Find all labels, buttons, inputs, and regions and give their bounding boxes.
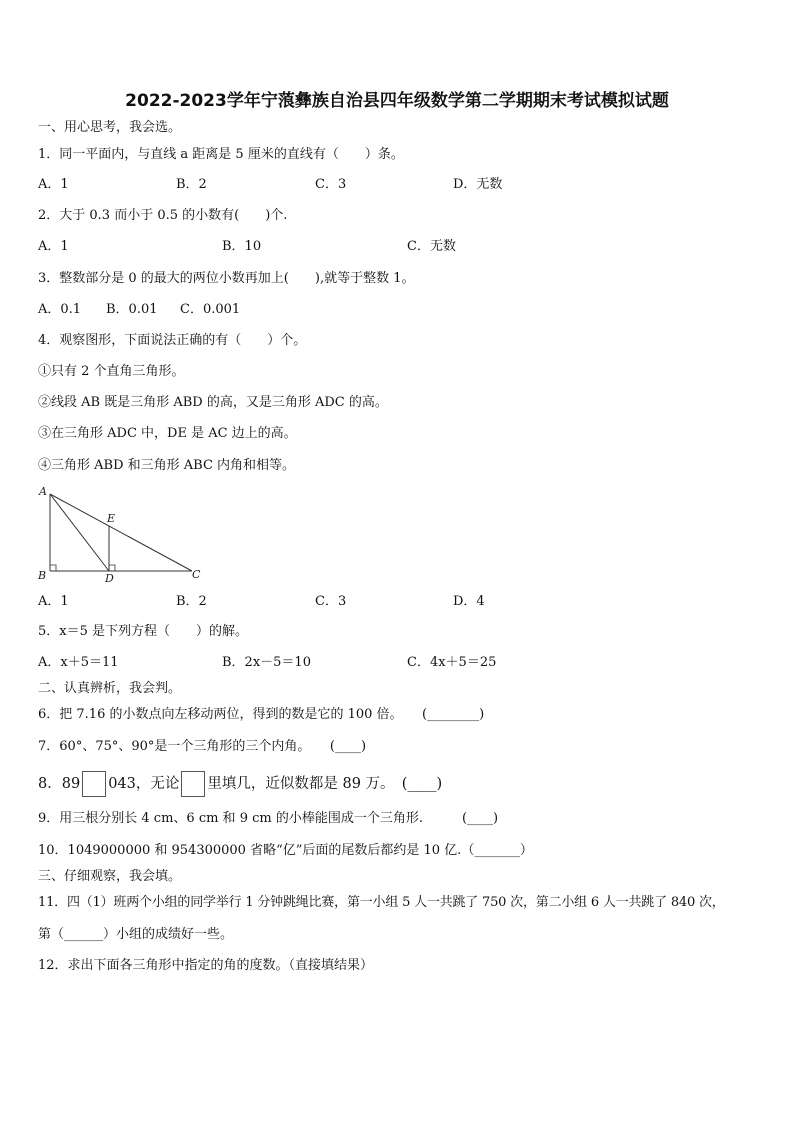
question-4-option-a[interactable]: A．1 (38, 594, 69, 609)
vertex-label-b: B (38, 569, 47, 582)
question-8-part-3: 里填几，近似数都是 89 万。 (____) (207, 776, 443, 792)
question-1-option-b[interactable]: B．2 (176, 177, 207, 192)
question-10: 10．1049000000 和 954300000 省略“亿”后面的尾数后都约是 10 亿.（_______） (38, 843, 533, 858)
question-5-option-a[interactable]: A．x＋5＝11 (38, 655, 119, 670)
blank-box-2[interactable] (181, 771, 205, 797)
vertex-label-a: A (39, 485, 47, 498)
question-4-statement-3: ③在三角形 ADC 中，DE 是 AC 边上的高。 (38, 426, 297, 441)
vertex-label-d: D (105, 572, 114, 585)
blank-box-1[interactable] (82, 771, 106, 797)
question-1-option-a[interactable]: A．1 (38, 177, 69, 192)
question-4-option-b[interactable]: B．2 (176, 594, 207, 609)
question-4-statement-2: ②线段 AB 既是三角形 ABD 的高，又是三角形 ADC 的高。 (38, 395, 388, 410)
question-11-line-1: 11．四（1）班两个小组的同学举行 1 分钟跳绳比赛，第一小组 5 人一共跳了 750 次，第二小组 6 人一共跳了 840 次， (38, 895, 725, 910)
question-6: 6．把 7.16 的小数点向左移动两位，得到的数是它的 100 倍。 (________) (38, 707, 485, 722)
question-7: 7．60°、75°、90°是一个三角形的三个内角。 (____) (38, 739, 367, 754)
question-5-option-b[interactable]: B．2x－5＝10 (222, 655, 311, 670)
question-4-statement-1: ①只有 2 个直角三角形。 (38, 364, 185, 379)
question-1-option-c[interactable]: C．3 (315, 177, 347, 192)
section-heading-2: 二、认真辨析，我会判。 (38, 681, 182, 696)
question-3-option-a[interactable]: A．0.1 (38, 302, 82, 317)
section-heading-1: 一、用心思考，我会选。 (38, 120, 182, 135)
question-4-stem: 4．观察图形，下面说法正确的有（ ）个。 (38, 333, 307, 348)
question-11-line-2: 第（______）小组的成绩好一些。 (38, 927, 234, 942)
section-heading-3: 三、仔细观察，我会填。 (38, 869, 182, 884)
question-3-option-c[interactable]: C．0.001 (180, 302, 241, 317)
vertex-label-c: C (192, 568, 201, 581)
question-2-option-a[interactable]: A．1 (38, 239, 69, 254)
question-2-stem: 2．大于 0.3 而小于 0.5 的小数有( )个. (38, 208, 288, 223)
question-1-option-d[interactable]: D．无数 (453, 177, 503, 192)
question-8-part-2: 043，无论 (108, 776, 180, 792)
question-8-part-1: 8．89 (38, 776, 81, 792)
question-5-option-c[interactable]: C．4x＋5＝25 (407, 655, 497, 670)
question-12: 12．求出下面各三角形中指定的角的度数。（直接填结果） (38, 958, 374, 973)
question-5-stem: 5．x＝5 是下列方程（ ）的解。 (38, 624, 249, 639)
question-3-option-b[interactable]: B．0.01 (106, 302, 158, 317)
page-title: 2022-2023学年宁蒗彝族自治县四年级数学第二学期期末考试模拟试题 (125, 91, 669, 111)
question-9: 9．用三根分别长 4 cm、6 cm 和 9 cm 的小棒能围成一个三角形. (____) (38, 811, 499, 826)
question-2-option-c[interactable]: C．无数 (407, 239, 456, 254)
question-4-option-c[interactable]: C．3 (315, 594, 347, 609)
question-3-stem: 3．整数部分是 0 的最大的两位小数再加上( ),就等于整数 1。 (38, 271, 415, 286)
question-2-option-b[interactable]: B．10 (222, 239, 262, 254)
question-8 (38, 771, 442, 797)
triangle-figure (34, 483, 214, 588)
question-4-statement-4: ④三角形 ABD 和三角形 ABC 内角和相等。 (38, 458, 296, 473)
question-1-stem: 1．同一平面内，与直线 a 距离是 5 厘米的直线有（ ）条。 (38, 147, 404, 162)
question-4-option-d[interactable]: D．4 (453, 594, 485, 609)
vertex-label-e: E (107, 512, 116, 525)
